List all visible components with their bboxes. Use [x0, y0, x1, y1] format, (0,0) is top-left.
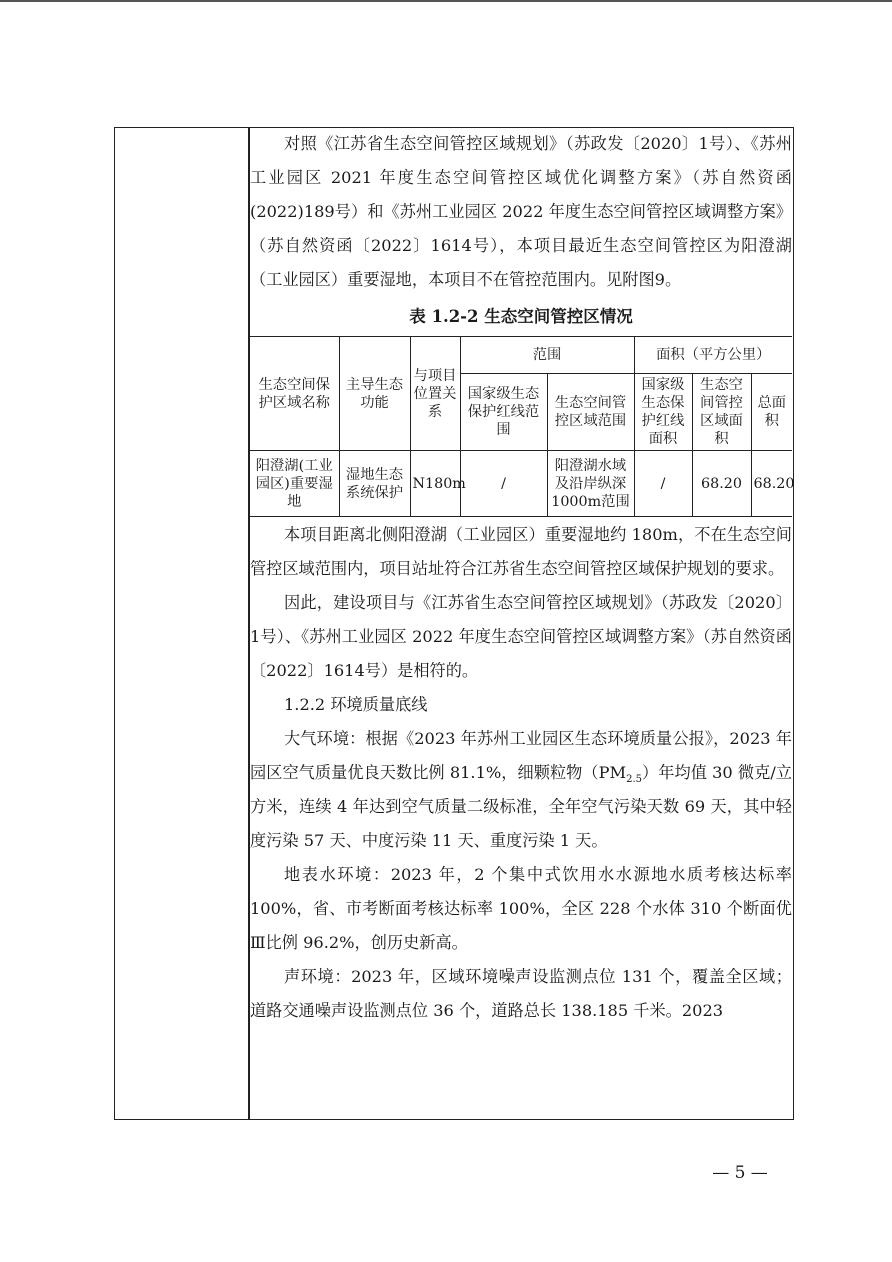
header-function: 主导生态功能 — [339, 337, 410, 451]
intro-paragraph: 对照《江苏省生态空间管控区域规划》（苏政发〔2020〕1号）、《苏州工业园区 2021 年度生态空间管控区域优化调整方案》（苏自然资函(2022)189号）和《苏州工业园区 2022 年度生态空间管控区域调整方案》（苏自然资函〔2022〕1614号），本项目最近生态空间管控区为阳澄湖（工业园区）重要湿地，本项目不在管控范围内。见附图9。 — [250, 134, 792, 289]
air-text-1: 大气环境：根据《2023 年苏州工业园区生态环境质量公报》，2023 年园区空气质量优良天数比例 81.1%，细颗粒物（PM — [250, 729, 792, 782]
cell-function: 湿地生态系统保护 — [339, 451, 410, 517]
cell-position: N180m — [410, 451, 460, 517]
pm-subscript: 2.5 — [626, 774, 642, 786]
header-national-area: 国家级生态保护红线面积 — [634, 374, 692, 451]
noise-paragraph: 声环境：2023 年，区域环境噪声设监测点位 131 个，覆盖全区域；道路交通噪声设监测点位 36 个，道路总长 138.185 千米。2023 — [250, 967, 792, 1020]
cell-national-area: / — [634, 451, 692, 517]
distance-paragraph: 本项目距离北侧阳澄湖（工业园区）重要湿地约 180m，不在生态空间管控区域范围内，项目站址符合江苏省生态空间管控区域保护规划的要求。 — [250, 525, 792, 578]
water-paragraph: 地表水环境：2023 年，2 个集中式饮用水水源地水质考核达标率 100%，省、市考断面考核达标率 100%，全区 228 个水体 310 个断面优Ⅲ比例 96.2%，创历史新高。 — [250, 865, 792, 952]
section-heading: 1.2.2 环境质量底线 — [284, 695, 428, 714]
header-area-group: 面积（平方公里） — [634, 337, 792, 374]
compliance-paragraph: 因此，建设项目与《江苏省生态空间管控区域规划》（苏政发〔2020〕1号）、《苏州工业园区 2022 年度生态空间管控区域调整方案》（苏自然资函〔2022〕1614号）是相符的。 — [250, 593, 792, 680]
top-rule — [0, 0, 892, 2]
header-position: 与项目位置关系 — [410, 337, 460, 451]
cell-total-area: 68.20 — [751, 451, 792, 517]
header-control-range: 生态空间管控区域范围 — [547, 374, 634, 451]
table-title: 表 1.2-2 生态空间管控区情况 — [409, 307, 633, 326]
header-name: 生态空间保护区域名称 — [250, 337, 339, 451]
header-total-area: 总面积 — [751, 374, 792, 451]
cell-control-area: 68.20 — [692, 451, 751, 517]
main-content — [250, 127, 795, 1028]
page-number: — 5 — — [712, 1163, 768, 1183]
header-control-area: 生态空间管控区域面积 — [692, 374, 751, 451]
header-national-red: 国家级生态保护红线范围 — [460, 374, 547, 451]
cell-national-red: / — [460, 451, 547, 517]
table-row — [250, 451, 792, 517]
cell-name: 阳澄湖(工业园区)重要湿地 — [250, 451, 339, 517]
air-text-2: ）年均值 30 微克/立方米，连续 4 年达到空气质量二级标准，全年空气污染天数 69 天，其中轻度污染 57 天、中度污染 11 天、重度污染 1 天。 — [250, 763, 792, 850]
air-paragraph — [250, 722, 792, 858]
cell-control-range: 阳澄湖水域及沿岸纵深1000m范围 — [547, 451, 634, 517]
header-range-group: 范围 — [460, 337, 634, 374]
eco-control-table — [250, 336, 795, 517]
